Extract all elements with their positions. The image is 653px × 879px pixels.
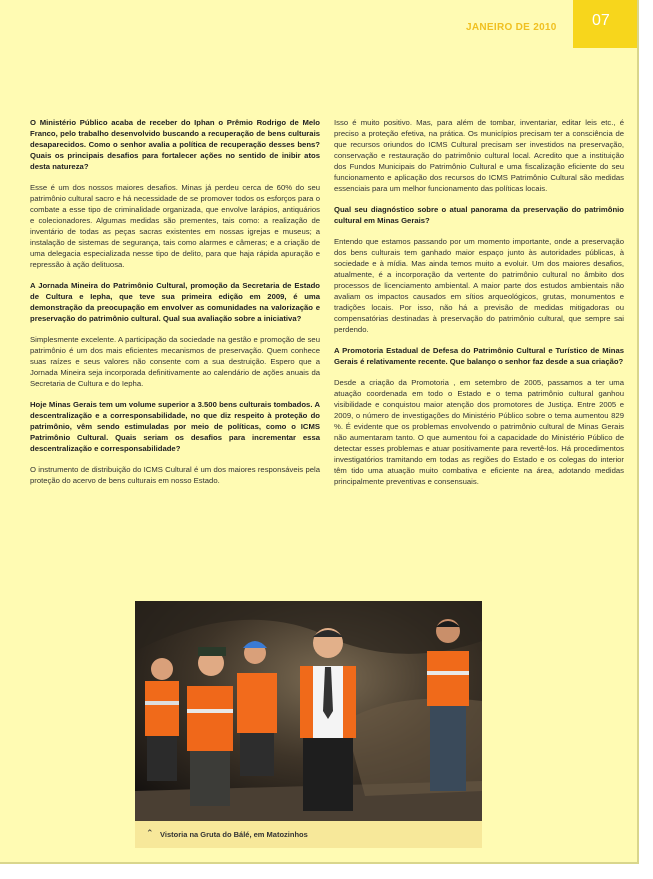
interview-question: Hoje Minas Gerais tem um volume superior a 3.500 bens culturais tombados. A descentralização e a corresponsabilidade, no que diz respeito à proteção do patrimônio, vêm sendo estimuladas por meio de políticas, como o ICMS Patrimônio Cultural. Quais seriam os desafios para incrementar essa descentralização e corresponsabilidade?: [30, 400, 320, 453]
left-text-column: [30, 117, 320, 496]
right-text-column: [334, 117, 624, 497]
issue-date: JANEIRO DE 2010: [466, 22, 557, 33]
interview-question: A Promotoria Estadual de Defesa do Patrimônio Cultural e Turístico de Minas Gerais é relativamente recente. Que balanço o senhor faz desde a sua criação?: [334, 346, 624, 366]
page-number: 07: [592, 12, 610, 29]
interview-answer: Simplesmente excelente. A participação da sociedade na gestão e promoção de seu patrimônio é um dos mais eficientes mecanismos de preservação. Quem conhece suas raízes e seus valores não consente com a sua destruição. Espero que a Jornada Mineira seja incorporada definitivamente ao calendário de ações anuais da Secretaria de Cultura e do Iepha.: [30, 335, 320, 388]
interview-answer: Esse é um dos nossos maiores desafios. Minas já perdeu cerca de 60% do seu patrimônio cultural sacro e há necessidade de se promover todos os esforços para o combate a esse tipo de criminalidade organizada, que envolve larápios, antiquários e colecionadores. Algumas medidas são prementes, tais como: a realização de inventário de todas as peças sacras existentes em nossas igrejas e museus; a instalação de sistemas de segurança, tais como alarmes e câmeras; e a criação de uma delegacia especializada nesse tipo de delito, para que haja rápida apuração e repressão à ação delituosa.: [30, 183, 320, 269]
interview-question: Qual seu diagnóstico sobre o atual panorama da preservação do patrimônio cultural em Minas Gerais?: [334, 205, 624, 225]
interview-answer: O instrumento de distribuição do ICMS Cultural é um dos maiores responsáveis pela proteção do acervo de bens culturais em nosso Estado.: [30, 465, 320, 485]
interview-answer: Entendo que estamos passando por um momento importante, onde a preservação dos bens culturais tem ganhado maior espaço junto às autoridades públicas, à sociedade e à mídia. Mas ainda temos muito a evoluir. Um dos maiores desafios, atualmente, é a incorporação da vertente do patrimônio cultural no âmbito dos processos de licenciamento ambiental. A maior parte dos estudos ambientais não avaliam os impactos causados em sítios arqueológicos, grutas, monumentos e tradições locais. Por isso, não há a previsão de medidas mitigadoras ou compensatórias destinadas à preservação do patrimônio cultural, que sempre sai perdendo.: [334, 237, 624, 334]
cave-inspection-photo: [135, 601, 482, 821]
interview-answer: Isso é muito positivo. Mas, para além de tombar, inventariar, editar leis etc., é preciso a proteção efetiva, na prática. Os municípios precisam ter a consciência de que recursos oriundos do ICMS Cultural precisam ser investidos na preservação, conservação e restauração do patrimônio cultural local. Acredito que a instituição dos Fundos Municipais do Patrimônio Cultural e uma fiscalização eficiente do seu funcionamento e aplicação dos recursos do ICMS Patrimônio Cultural são medidas essenciais para um melhor funcionamento das políticas locais.: [334, 118, 624, 193]
interview-answer: Desde a criação da Promotoria , em setembro de 2005, passamos a ter uma atuação coordenada em todo o Estado e o tema patrimônio cultural ganhou visibilidade e conquistou maior atenção dos promotores de Justiça. Entre 2005 e 2009, o número de investigações do Ministério Público sobre o tema aumentou 829 %. É evidente que os problemas envolvendo o patrimônio cultural de Minas Gerais não aumentaram tanto. O que aumentou foi a capacidade do Ministério Público de detectar esses problemas e atuar positivamente para revertê-los. Há procedimentos investigatórios tramitando em todas as regiões do Estado e os colegas do interior têm tido uma atuação muito combativa e eficiente na área, adotando medidas principalmente preventivas e consensuais.: [334, 378, 624, 486]
interview-question: A Jornada Mineira do Patrimônio Cultural, promoção da Secretaria de Estado de Cultura e Iepha, que teve sua primeira edição em 2009, é uma demonstração da preocupação em envolver as comunidades na valorização e preservação do patrimônio cultural. Qual sua avaliação sobre a iniciativa?: [30, 281, 320, 323]
interview-question: O Ministério Público acaba de receber do Iphan o Prêmio Rodrigo de Melo Franco, pelo trabalho desenvolvido buscando a recuperação de bens culturais desaparecidos. Como o senhor avalia a política de recuperação desses bens? Quais os principais desafios para fortalecer ações no sentido de inibir atos desta natureza?: [30, 118, 320, 171]
photo-caption: Vistoria na Gruta do Bálé, em Matozinhos: [160, 830, 308, 839]
caption-marker-icon: ⌃: [146, 828, 154, 838]
page-bottom-edge: [0, 862, 639, 864]
page-edge: [637, 0, 639, 862]
